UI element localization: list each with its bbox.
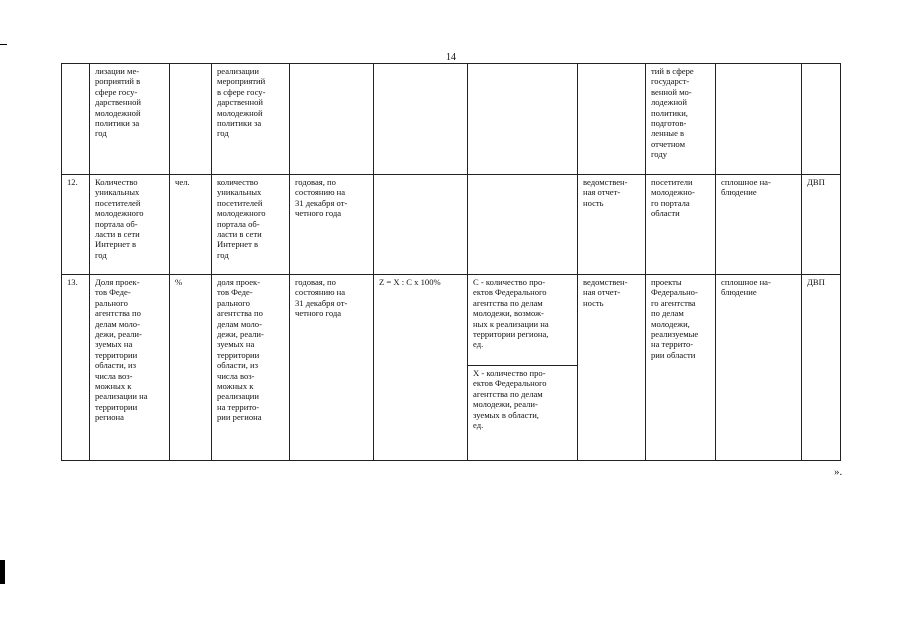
cell-unit xyxy=(170,64,212,175)
cell-responsible: ДВП xyxy=(802,275,841,461)
cell-unit: % xyxy=(170,275,212,461)
cell-definition: количество уникальных посетителей молодежного портала об- ласти в сети Интернет в год xyxy=(212,175,290,275)
cell-source xyxy=(578,64,646,175)
variable-x-definition: X - количество про- ектов Федерального агентства по делам молодежи, реали- зуемых в области, ед. xyxy=(473,368,547,431)
cell-number: 13. xyxy=(62,275,90,461)
cell-variables xyxy=(468,275,578,461)
table-row-12 xyxy=(62,175,841,275)
cell-method: сплошное на- блюдение xyxy=(716,275,802,461)
cell-periodicity: годовая, по состоянию на 31 декабря от- четного года xyxy=(290,275,374,461)
cell-object: тий в сфере государст- венной мо- лодежной политики, подготов- ленные в отчетном году xyxy=(646,64,716,175)
cell-formula xyxy=(374,175,468,275)
cell-indicator-name: лизации ме- роприятий в сфере госу- дарственной молодежной политики за год xyxy=(90,64,170,175)
scan-edge-mark-bottom xyxy=(0,560,5,584)
cell-responsible: ДВП xyxy=(802,175,841,275)
variable-c-definition: С - количество про- ектов Федерального агентства по делам молодежи, возмож- ных к реализации на территории региона, ед. xyxy=(468,277,577,366)
indicator-table xyxy=(61,63,841,461)
cell-number xyxy=(62,64,90,175)
cell-indicator-name: Доля проек- тов Феде- рального агентства по делам моло- дежи, реали- зуемых на территории области, из числа воз- можных к реализации на территории региона xyxy=(90,275,170,461)
cell-responsible xyxy=(802,64,841,175)
cell-formula: Z = X : C x 100% xyxy=(374,275,468,461)
cell-definition: доля проек- тов Феде- рального агентства по делам моло- дежи, реали- зуемых на территории области, из числа воз- можных к реализации на террито- рии региона xyxy=(212,275,290,461)
cell-variables xyxy=(468,175,578,275)
cell-unit: чел. xyxy=(170,175,212,275)
cell-periodicity: годовая, по состоянию на 31 декабря от- четного года xyxy=(290,175,374,275)
page-number: 14 xyxy=(446,52,456,63)
cell-indicator-name: Количество уникальных посетителей молодежного портала об- ласти в сети Интернет в год xyxy=(90,175,170,275)
cell-periodicity xyxy=(290,64,374,175)
cell-object: проекты Федерально- го агентства по делам молодежи, реализуемые на террито- рии области xyxy=(646,275,716,461)
cell-method xyxy=(716,64,802,175)
table-row-continuation xyxy=(62,64,841,175)
cell-method: сплошное на- блюдение xyxy=(716,175,802,275)
scan-edge-mark-top xyxy=(0,44,7,45)
table-row-13 xyxy=(62,275,841,461)
cell-number: 12. xyxy=(62,175,90,275)
cell-formula xyxy=(374,64,468,175)
closing-quote-mark: ». xyxy=(834,466,843,478)
cell-object: посетители молодежно- го портала области xyxy=(646,175,716,275)
cell-source: ведомствен- ная отчет- ность xyxy=(578,175,646,275)
cell-source: ведомствен- ная отчет- ность xyxy=(578,275,646,461)
cell-definition: реализации мероприятий в сфере госу- дарственной молодежной политики за год xyxy=(212,64,290,175)
cell-variables xyxy=(468,64,578,175)
